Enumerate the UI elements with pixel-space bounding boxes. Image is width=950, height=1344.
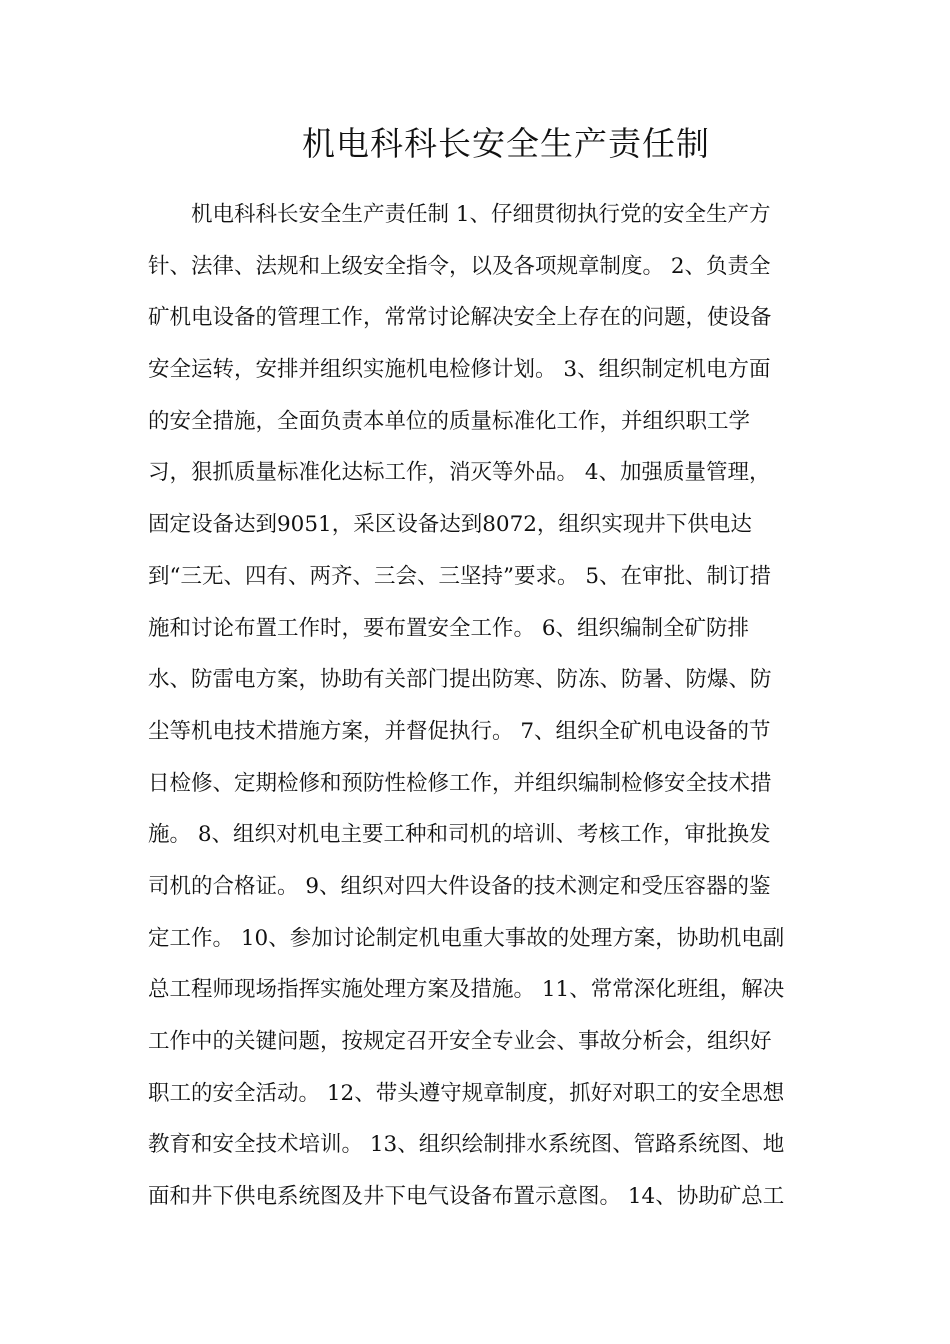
text-line: 工作中的关键问题，按规定召开安全专业会、事故分析会，组织好 <box>148 1029 772 1054</box>
text-line: 的安全措施，全面负责本单位的质量标准化工作，并组织职工学 <box>148 408 751 434</box>
text-line: 施和讨论布置工作时，要布置安全工作。 6、组织编制全矿防排 <box>148 615 750 641</box>
text-line: 日检修、定期检修和预防性检修工作，并组织编制检修安全技术措 <box>148 770 772 796</box>
page-title: 机电科科长安全生产责任制 <box>302 124 710 163</box>
text-line: 面和井下供电系统图及井下电气设备布置示意图。 14、协助矿总工 <box>148 1184 785 1210</box>
text-line: 尘等机电技术措施方案，并督促执行。 7、组织全矿机电设备的节 <box>148 718 771 744</box>
body-text <box>148 194 808 1228</box>
text-line: 司机的合格证。 9、组织对四大件设备的技术测定和受压容器的鉴 <box>148 873 771 899</box>
text-line: 定工作。 10、参加讨论制定机电重大事故的处理方案，协助机电副 <box>148 925 785 951</box>
text-line: 针、法律、法规和上级安全指令，以及各项规章制度。 2、负责全 <box>148 253 771 279</box>
text-line: 固定设备达到9051，采区设备达到8072，组织实现井下供电达 <box>148 512 752 538</box>
text-line: 教育和安全技术培训。 13、组织绘制排水系统图、管路系统图、地 <box>148 1132 785 1158</box>
text-line: 职工的安全活动。 12、带头遵守规章制度，抓好对职工的安全思想 <box>148 1080 785 1106</box>
text-line: 机电科科长安全生产责任制 1、仔细贯彻执行党的安全生产方 <box>191 202 771 227</box>
text-line: 矿机电设备的管理工作，常常讨论解决安全上存在的问题，使设备 <box>148 305 772 331</box>
text-line: 水、防雷电方案，协助有关部门提出防寒、防冻、防暑、防爆、防 <box>148 667 772 693</box>
text-line: 施。 8、组织对机电主要工种和司机的培训、考核工作，审批换发 <box>148 822 771 848</box>
text-line: 习，狠抓质量标准化达标工作，消灭等外品。 4、加强质量管理， <box>148 460 771 486</box>
text-line: 总工程师现场指挥实施处理方案及措施。 11、常常深化班组，解决 <box>148 977 785 1003</box>
text-line: 到“三无、四有、两齐、三会、三坚持”要求。 5、在审批、制订措 <box>148 563 771 589</box>
text-line: 安全运转，安排并组织实施机电检修计划。 3、组织制定机电方面 <box>148 357 771 383</box>
